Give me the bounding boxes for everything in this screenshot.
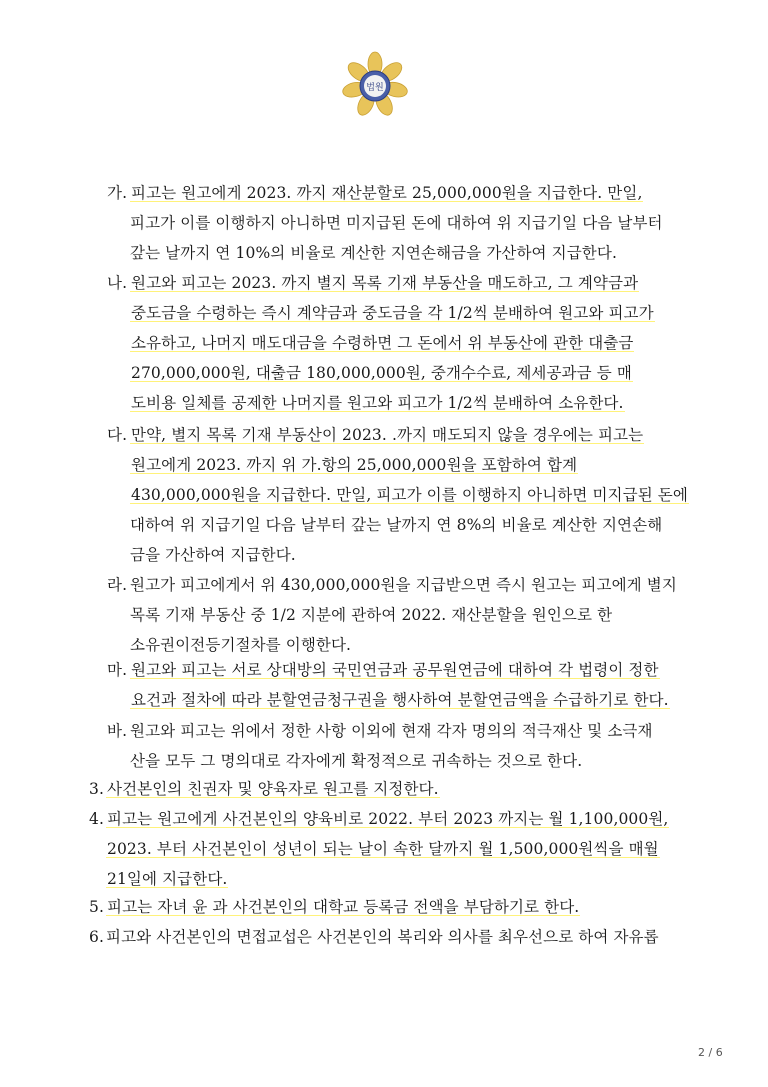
line-text: 원고와 피고는 위에서 정한 사항 이외에 현재 각자 명의의 적극재산 및 소극재 xyxy=(130,722,653,740)
paragraph-line xyxy=(130,332,634,354)
line-text: 요건과 절차에 따라 분할연금청구권을 행사하여 분할연금액을 수급하기로 한다. xyxy=(131,691,669,709)
line-text: 소유하고, 나머지 매도대금을 수령하면 그 돈에서 위 부동산에 관한 대출금 xyxy=(131,334,634,352)
paragraph-line xyxy=(130,272,639,294)
paragraph-marker: 5. xyxy=(89,898,104,916)
line-text: 270,000,000원, 대출금 180,000,000원, 중개수수료, 제세공과금 등 매 xyxy=(131,364,632,382)
line-text: 원고에게 2023. 까지 위 가.항의 25,000,000원을 포함하여 합계 xyxy=(131,456,578,474)
line-text: 원고가 피고에게서 위 430,000,000원을 지급받으면 즉시 원고는 피고에게 별지 xyxy=(130,576,677,594)
paragraph-line xyxy=(130,484,689,506)
paragraph-line xyxy=(130,514,662,536)
line-text: 갚는 날까지 연 10%의 비율로 계산한 지연손해금을 가산하여 지급한다. xyxy=(130,244,617,262)
paragraph-line xyxy=(106,896,580,918)
paragraph-line xyxy=(130,392,625,414)
line-text: 중도금을 수령하는 즉시 계약금과 중도금을 각 1/2씩 분배하여 원고와 피고가 xyxy=(131,304,654,322)
emblem-text: 법원 xyxy=(366,83,384,93)
paragraph-line xyxy=(106,808,669,830)
paragraph-marker: 바. xyxy=(107,722,128,740)
line-text: 피고는 원고에게 2023. 까지 재산분할로 25,000,000원을 지급한다. 만일, xyxy=(131,184,643,202)
line-text: 원고와 피고는 서로 상대방의 국민연금과 공무원연금에 대하여 각 법령이 정한 xyxy=(131,661,659,679)
court-emblem-logo xyxy=(340,50,410,120)
page-number: 2 / 6 xyxy=(698,1046,723,1059)
paragraph-line xyxy=(130,212,663,234)
paragraph-line xyxy=(106,868,228,890)
line-text: 피고는 자녀 윤 과 사건본인의 대학교 등록금 전액을 부담하기로 한다. xyxy=(107,898,580,916)
paragraph-line xyxy=(130,544,296,566)
paragraph-line xyxy=(130,182,643,204)
line-text: 피고와 사건본인의 면접교섭은 사건본인의 복리와 의사를 최우선으로 하여 자유롭 xyxy=(106,928,659,946)
line-text: 도비용 일체를 공제한 나머지를 원고와 피고가 1/2씩 분배하여 소유한다. xyxy=(131,394,624,412)
paragraph-line xyxy=(106,926,659,948)
paragraph-marker: 6. xyxy=(89,928,104,946)
paragraph-line xyxy=(130,720,653,742)
line-text: 피고는 원고에게 사건본인의 양육비로 2022. 부터 2023 까지는 월 1,100,000원, xyxy=(107,810,669,828)
paragraph-line xyxy=(130,242,617,264)
paragraph-line xyxy=(106,778,440,800)
paragraph-marker: 4. xyxy=(89,810,104,828)
paragraph-line xyxy=(130,574,677,596)
paragraph-marker: 3. xyxy=(89,780,104,798)
line-text: 430,000,000원을 지급한다. 만일, 피고가 이를 이행하지 아니하면 미지급된 돈에 xyxy=(131,486,688,504)
paragraph-marker: 마. xyxy=(107,661,128,679)
line-text: 대하여 위 지급기일 다음 날부터 갚는 날까지 연 8%의 비율로 계산한 지연손해 xyxy=(130,516,663,534)
paragraph-line xyxy=(130,362,633,384)
paragraph-line xyxy=(130,750,582,772)
line-text: 목록 기재 부동산 중 1/2 지분에 관하여 2022. 재산분할을 원인으로 한 xyxy=(130,606,613,624)
paragraph-marker: 가. xyxy=(107,184,128,202)
paragraph-line xyxy=(130,634,351,656)
paragraph-marker: 라. xyxy=(107,576,128,594)
line-text: 산을 모두 그 명의대로 각자에게 확정적으로 귀속하는 것으로 한다. xyxy=(130,752,583,770)
paragraph-line xyxy=(130,302,655,324)
line-text: 사건본인의 친권자 및 양육자로 원고를 지정한다. xyxy=(107,780,439,798)
paragraph-marker: 나. xyxy=(107,274,128,292)
paragraph-line xyxy=(130,659,660,681)
paragraph-line xyxy=(130,604,612,626)
paragraph-line xyxy=(106,838,660,860)
line-text: 금을 가산하여 지급한다. xyxy=(130,546,296,564)
paragraph-line xyxy=(130,454,578,476)
line-text: 만약, 별지 목록 기재 부동산이 2023. .까지 매도되지 않을 경우에는 피고는 xyxy=(131,426,644,444)
paragraph-line xyxy=(130,689,670,711)
line-text: 2023. 부터 사건본인이 성년이 되는 날이 속한 달까지 월 1,500,000원씩을 매월 xyxy=(107,840,659,858)
line-text: 21일에 지급한다. xyxy=(107,870,228,888)
paragraph-line xyxy=(130,424,644,446)
paragraph-marker: 다. xyxy=(107,426,128,444)
line-text: 소유권이전등기절차를 이행한다. xyxy=(130,636,352,654)
line-text: 피고가 이를 이행하지 아니하면 미지급된 돈에 대하여 위 지급기일 다음 날부터 xyxy=(130,214,663,232)
line-text: 원고와 피고는 2023. 까지 별지 목록 기재 부동산을 매도하고, 그 계약금과 xyxy=(131,274,639,292)
